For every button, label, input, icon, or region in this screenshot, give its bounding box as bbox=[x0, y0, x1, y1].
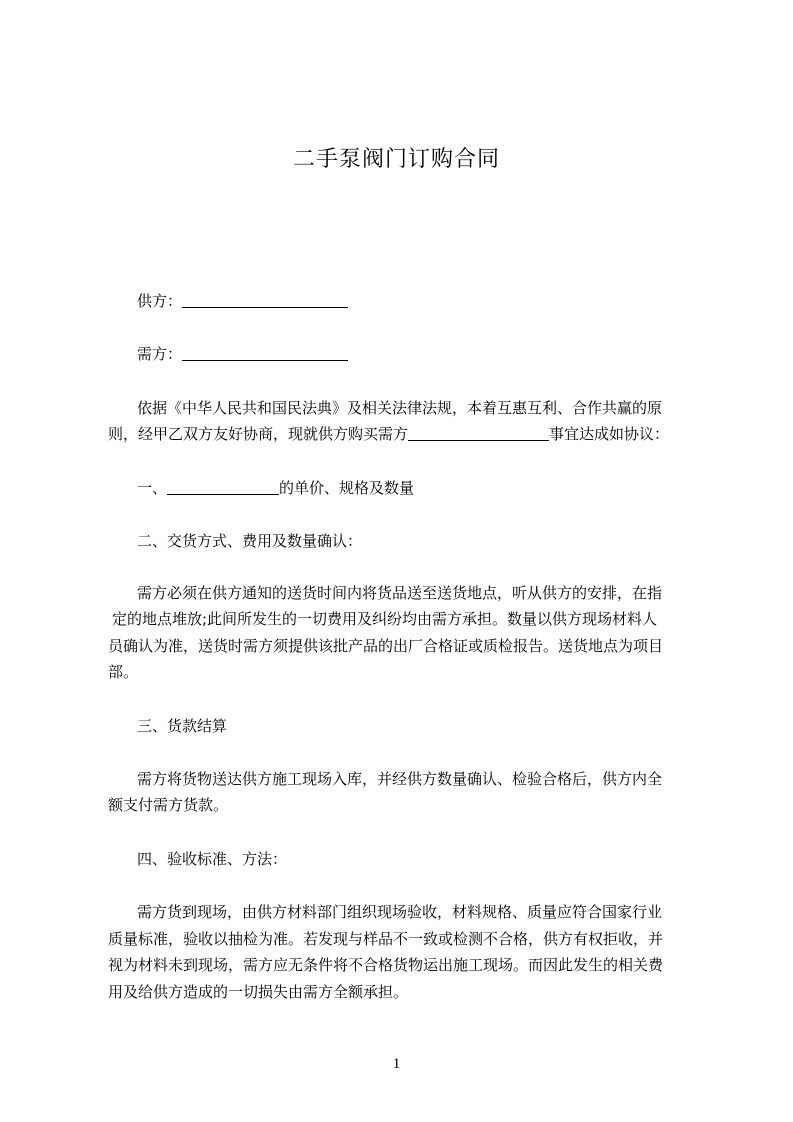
section-3-line-1: 需方将货物送达供方施工现场入库，并经供方数量确认、检验合格后，供方内全 bbox=[137, 770, 663, 788]
section-1-suffix: 的单价、规格及数量 bbox=[279, 479, 415, 497]
item-name-blank[interactable] bbox=[408, 425, 549, 441]
section-4-heading: 四、验收标准、方法： bbox=[137, 850, 288, 868]
section-4-line-2: 质量标准，验收以抽检为准。若发现与样品不一致或检测不合格，供方有权拒收，并 bbox=[108, 930, 664, 948]
section-4-line-1: 需方货到现场，由供方材料部门组织现场验收，材料规格、质量应符合国家行业 bbox=[137, 903, 663, 921]
intro-line-2 bbox=[108, 424, 669, 444]
buyer-blank[interactable] bbox=[182, 345, 348, 361]
intro-line-2-text-a: 则，经甲乙双方友好协商，现就供方购买需方 bbox=[108, 425, 409, 443]
section-2-line-2: 定的地点堆放;此间所发生的一切费用及纠纷均由需方承担。数量以供方现场材料人 bbox=[112, 610, 658, 628]
buyer-label: 需方： bbox=[137, 345, 183, 363]
product-name-blank[interactable] bbox=[167, 479, 279, 495]
section-1-prefix: 一、 bbox=[137, 479, 168, 497]
page-number: 1 bbox=[392, 1056, 401, 1072]
section-4-line-3: 视为材料未到现场，需方应无条件将不合格货物运出施工现场。而因此发生的相关费 bbox=[108, 956, 664, 974]
section-1-heading bbox=[137, 478, 414, 498]
document-title: 二手泵阀门订购合同 bbox=[292, 147, 500, 172]
section-3-heading: 三、货款结算 bbox=[137, 717, 228, 735]
section-2-line-4: 部。 bbox=[108, 663, 139, 681]
section-3-line-2: 额支付需方货款。 bbox=[108, 796, 229, 814]
supplier-field-line bbox=[137, 291, 348, 311]
intro-line-2-text-b: 事宜达成如协议： bbox=[549, 425, 670, 443]
section-4-line-4: 用及给供方造成的一切损失由需方全额承担。 bbox=[108, 983, 409, 1001]
intro-line-1: 依据《中华人民共和国民法典》及相关法律法规，本着互惠互利、合作共赢的原 bbox=[137, 399, 663, 417]
section-2-line-3: 员确认为准，送货时需方须提供该批产品的出厂合格证或质检报告。送货地点为项目 bbox=[108, 637, 664, 655]
section-2-heading: 二、交货方式、费用及数量确认： bbox=[137, 532, 363, 550]
section-2-line-1: 需方必须在供方通知的送货时间内将货品送至送货地点，听从供方的安排，在指 bbox=[137, 584, 663, 602]
buyer-field-line bbox=[137, 344, 348, 364]
supplier-label: 供方： bbox=[137, 292, 183, 310]
supplier-blank[interactable] bbox=[182, 292, 348, 308]
